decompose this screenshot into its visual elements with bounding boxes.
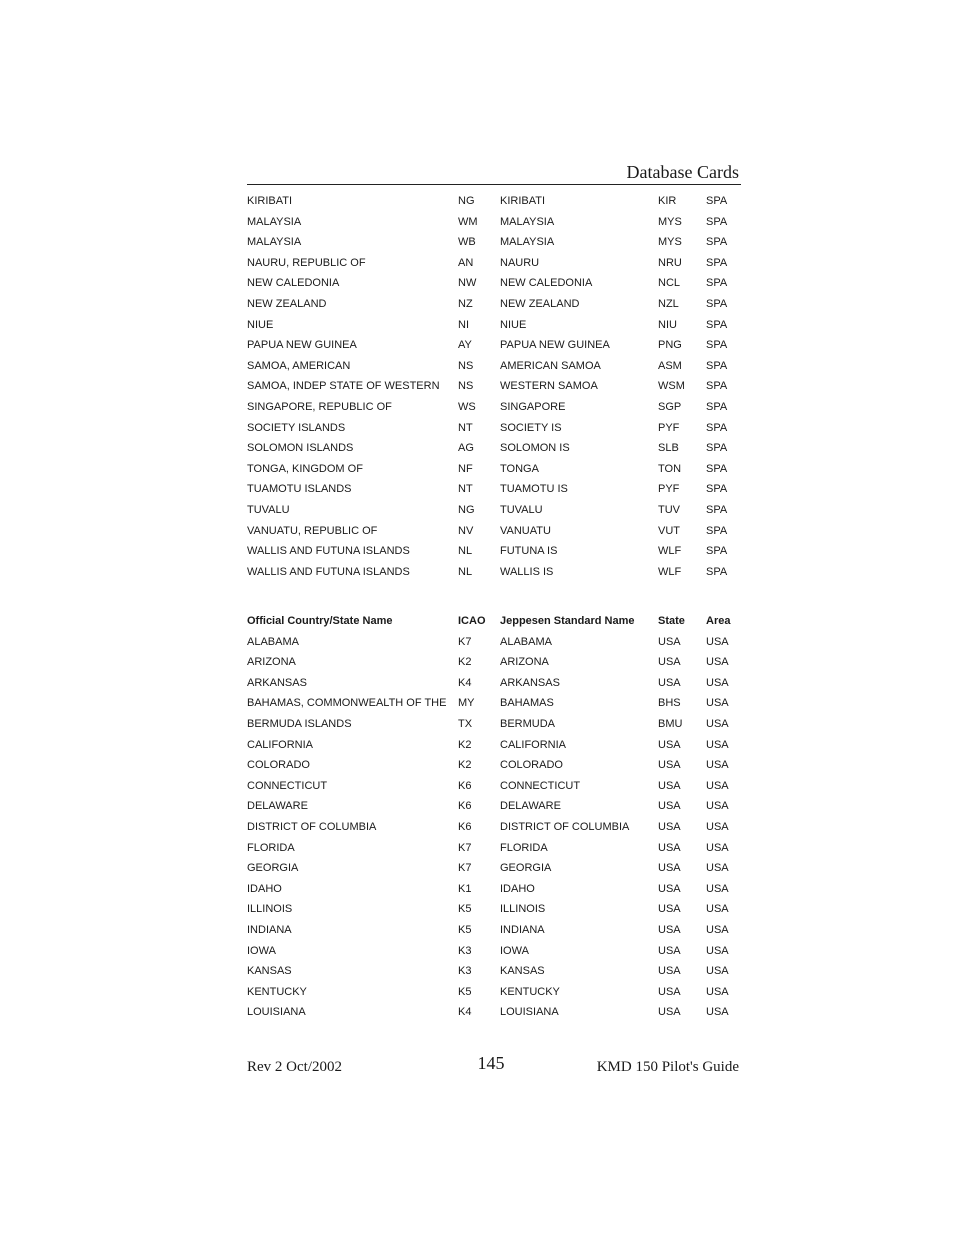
cell-area: SPA xyxy=(706,215,728,228)
cell-official-name: WALLIS AND FUTUNA ISLANDS xyxy=(247,565,410,578)
cell-area: SPA xyxy=(706,318,728,331)
cell-state: NIU xyxy=(658,318,677,331)
cell-icao: NG xyxy=(458,503,475,516)
cell-state: PNG xyxy=(658,339,682,352)
cell-area: USA xyxy=(706,841,729,854)
footer-guide-title: KMD 150 Pilot's Guide xyxy=(596,1059,739,1075)
cell-jeppesen-name: ARKANSAS xyxy=(500,676,560,689)
cell-state: USA xyxy=(658,635,681,648)
cell-icao: NS xyxy=(458,359,474,372)
cell-official-name: VANUATU, REPUBLIC OF xyxy=(247,524,378,537)
cell-area: USA xyxy=(706,882,729,895)
cell-icao: NT xyxy=(458,421,473,434)
cell-state: USA xyxy=(658,903,681,916)
cell-jeppesen-name: ALABAMA xyxy=(500,635,552,648)
cell-area: SPA xyxy=(706,339,728,352)
cell-jeppesen-name: MALAYSIA xyxy=(500,236,555,249)
cell-area: USA xyxy=(706,800,729,813)
table-row xyxy=(247,838,741,859)
cell-official-name: NIUE xyxy=(247,318,274,331)
cell-state: WSM xyxy=(658,380,685,393)
table-row xyxy=(247,673,741,694)
cell-jeppesen-name: NEW CALEDONIA xyxy=(500,277,593,290)
table-row xyxy=(247,982,741,1003)
cell-area: SPA xyxy=(706,442,728,455)
cell-official-name: ILLINOIS xyxy=(247,903,293,916)
cell-jeppesen-name: FLORIDA xyxy=(500,841,548,854)
cell-area: USA xyxy=(706,944,729,957)
cell-icao: AY xyxy=(458,339,472,352)
cell-official-name: SAMOA, AMERICAN xyxy=(247,359,351,372)
cell-state: ASM xyxy=(658,359,682,372)
cell-state: USA xyxy=(658,759,681,772)
table-row xyxy=(247,315,741,336)
cell-jeppesen-name: ARIZONA xyxy=(500,656,549,669)
cell-area: SPA xyxy=(706,483,728,496)
cell-official-name: PAPUA NEW GUINEA xyxy=(247,339,357,352)
cell-official-name: KANSAS xyxy=(247,965,292,978)
cell-official-name: KIRIBATI xyxy=(247,195,293,207)
cell-jeppesen-name: KANSAS xyxy=(500,965,545,978)
cell-state: NRU xyxy=(658,256,682,269)
table-row xyxy=(247,438,741,459)
cell-icao: NT xyxy=(458,483,473,496)
table-row xyxy=(247,191,741,212)
cell-state: USA xyxy=(658,944,681,957)
cell-jeppesen-name: SOCIETY IS xyxy=(500,421,562,434)
table-row xyxy=(247,212,741,233)
cell-state: USA xyxy=(658,676,681,689)
table-row xyxy=(247,479,741,500)
cell-jeppesen-name: KENTUCKY xyxy=(500,985,560,998)
table-row xyxy=(247,253,741,274)
cell-icao: NG xyxy=(458,195,475,207)
header-official-name: Official Country/State Name xyxy=(247,615,393,627)
cell-official-name: ARKANSAS xyxy=(247,676,307,689)
footer-revision: Rev 2 Oct/2002 xyxy=(247,1059,342,1075)
cell-icao: K6 xyxy=(458,779,472,792)
cell-official-name: TUAMOTU ISLANDS xyxy=(247,483,352,496)
cell-state: NZL xyxy=(658,297,679,310)
cell-jeppesen-name: SINGAPORE xyxy=(500,400,566,413)
page-title: Database Cards xyxy=(626,162,739,182)
table-row xyxy=(247,356,741,377)
cell-area: USA xyxy=(706,656,729,669)
cell-area: SPA xyxy=(706,195,728,207)
cell-icao: K6 xyxy=(458,800,472,813)
header-state: State xyxy=(658,615,685,627)
cell-jeppesen-name: LOUISIANA xyxy=(500,1006,559,1019)
cell-area: USA xyxy=(706,1006,729,1019)
cell-state: SLB xyxy=(658,442,679,455)
cell-icao: K6 xyxy=(458,820,472,833)
cell-jeppesen-name: TUAMOTU IS xyxy=(500,483,568,496)
cell-official-name: BERMUDA ISLANDS xyxy=(247,717,352,730)
cell-state: USA xyxy=(658,1006,681,1019)
cell-area: USA xyxy=(706,779,729,792)
cell-icao: K2 xyxy=(458,738,472,751)
table-row xyxy=(247,858,741,879)
cell-state: USA xyxy=(658,862,681,875)
cell-state: WLF xyxy=(658,565,682,578)
table-row xyxy=(247,693,741,714)
cell-state: PYF xyxy=(658,421,680,434)
header-rule xyxy=(247,184,741,185)
cell-jeppesen-name: GEORGIA xyxy=(500,862,552,875)
cell-jeppesen-name: NIUE xyxy=(500,318,527,331)
cell-official-name: DISTRICT OF COLUMBIA xyxy=(247,820,377,833)
table-row xyxy=(247,294,741,315)
cell-state: NCL xyxy=(658,277,681,290)
cell-area: USA xyxy=(706,923,729,936)
cell-state: USA xyxy=(658,738,681,751)
table-row xyxy=(247,418,741,439)
table-row xyxy=(247,500,741,521)
cell-icao: NL xyxy=(458,545,473,558)
table-row xyxy=(247,776,741,797)
cell-icao: K4 xyxy=(458,676,472,689)
cell-area: SPA xyxy=(706,545,728,558)
cell-icao: K7 xyxy=(458,635,472,648)
cell-area: USA xyxy=(706,965,729,978)
cell-jeppesen-name: CONNECTICUT xyxy=(500,779,581,792)
cell-jeppesen-name: INDIANA xyxy=(500,923,545,936)
table-row xyxy=(247,632,741,653)
cell-state: TON xyxy=(658,462,682,475)
cell-icao: K5 xyxy=(458,923,472,936)
cell-area: USA xyxy=(706,820,729,833)
cell-area: SPA xyxy=(706,462,728,475)
cell-jeppesen-name: NEW ZEALAND xyxy=(500,297,580,310)
cell-state: TUV xyxy=(658,503,680,516)
cell-area: SPA xyxy=(706,524,728,537)
cell-official-name: CONNECTICUT xyxy=(247,779,328,792)
cell-icao: NV xyxy=(458,524,474,537)
cell-official-name: NEW ZEALAND xyxy=(247,297,327,310)
cell-area: SPA xyxy=(706,297,728,310)
cell-state: SGP xyxy=(658,400,682,413)
cell-official-name: SOCIETY ISLANDS xyxy=(247,421,346,434)
table-row xyxy=(247,273,741,294)
cell-jeppesen-name: FUTUNA IS xyxy=(500,545,558,558)
cell-official-name: INDIANA xyxy=(247,923,292,936)
cell-icao: K5 xyxy=(458,985,472,998)
cell-state: USA xyxy=(658,656,681,669)
cell-area: USA xyxy=(706,862,729,875)
cell-icao: NW xyxy=(458,277,477,290)
cell-official-name: NEW CALEDONIA xyxy=(247,277,340,290)
table-row xyxy=(247,920,741,941)
cell-icao: WB xyxy=(458,236,476,249)
cell-icao: WS xyxy=(458,400,476,413)
cell-jeppesen-name: COLORADO xyxy=(500,759,563,772)
cell-area: USA xyxy=(706,697,729,710)
cell-icao: K7 xyxy=(458,862,472,875)
cell-area: SPA xyxy=(706,503,728,516)
table-row xyxy=(247,941,741,962)
cell-icao: K2 xyxy=(458,759,472,772)
cell-state: USA xyxy=(658,965,681,978)
cell-jeppesen-name: BAHAMAS xyxy=(500,697,554,710)
cell-jeppesen-name: VANUATU xyxy=(500,524,551,537)
table-row xyxy=(247,714,741,735)
cell-state: BHS xyxy=(658,697,681,710)
cell-jeppesen-name: ILLINOIS xyxy=(500,903,546,916)
cell-official-name: NAURU, REPUBLIC OF xyxy=(247,256,366,269)
cell-state: MYS xyxy=(658,215,682,228)
table-row xyxy=(247,735,741,756)
cell-jeppesen-name: IDAHO xyxy=(500,882,535,895)
cell-state: PYF xyxy=(658,483,680,496)
page-number: 145 xyxy=(477,1053,505,1073)
cell-official-name: SAMOA, INDEP STATE OF WESTERN xyxy=(247,380,440,393)
cell-area: USA xyxy=(706,985,729,998)
cell-area: USA xyxy=(706,635,729,648)
cell-icao: NI xyxy=(458,318,469,331)
cell-official-name: MALAYSIA xyxy=(247,215,302,228)
cell-official-name: CALIFORNIA xyxy=(247,738,314,751)
cell-jeppesen-name: KIRIBATI xyxy=(500,195,546,207)
cell-icao: K5 xyxy=(458,903,472,916)
cell-area: USA xyxy=(706,738,729,751)
table-row xyxy=(247,541,741,562)
cell-official-name: IDAHO xyxy=(247,882,282,895)
table-row xyxy=(247,879,741,900)
cell-jeppesen-name: SOLOMON IS xyxy=(500,442,570,455)
table-row xyxy=(247,961,741,982)
cell-jeppesen-name: WALLIS IS xyxy=(500,565,554,578)
table-row xyxy=(247,652,741,673)
cell-icao: AN xyxy=(458,256,474,269)
cell-icao: AG xyxy=(458,442,474,455)
cell-state: USA xyxy=(658,923,681,936)
cell-jeppesen-name: AMERICAN SAMOA xyxy=(500,359,601,372)
cell-state: USA xyxy=(658,985,681,998)
cell-official-name: LOUISIANA xyxy=(247,1006,306,1019)
cell-area: SPA xyxy=(706,380,728,393)
cell-area: USA xyxy=(706,717,729,730)
cell-state: KIR xyxy=(658,195,677,207)
cell-official-name: ALABAMA xyxy=(247,635,299,648)
table-row xyxy=(247,232,741,253)
table-row xyxy=(247,376,741,397)
cell-jeppesen-name: NAURU xyxy=(500,256,540,269)
cell-official-name: MALAYSIA xyxy=(247,236,302,249)
cell-area: SPA xyxy=(706,236,728,249)
country-table-bottom xyxy=(247,611,741,1023)
cell-area: SPA xyxy=(706,256,728,269)
table-row xyxy=(247,817,741,838)
cell-official-name: GEORGIA xyxy=(247,862,299,875)
table-row xyxy=(247,899,741,920)
cell-jeppesen-name: TONGA xyxy=(500,462,539,475)
table-row xyxy=(247,397,741,418)
cell-official-name: IOWA xyxy=(247,944,276,957)
cell-jeppesen-name: TUVALU xyxy=(500,503,543,516)
cell-official-name: ARIZONA xyxy=(247,656,296,669)
cell-area: SPA xyxy=(706,359,728,372)
cell-official-name: BAHAMAS, COMMONWEALTH OF THE xyxy=(247,697,447,710)
cell-area: USA xyxy=(706,759,729,772)
cell-official-name: WALLIS AND FUTUNA ISLANDS xyxy=(247,545,410,558)
cell-state: USA xyxy=(658,882,681,895)
cell-state: WLF xyxy=(658,545,682,558)
cell-official-name: TONGA, KINGDOM OF xyxy=(247,462,363,475)
cell-icao: K7 xyxy=(458,841,472,854)
cell-jeppesen-name: BERMUDA xyxy=(500,717,556,730)
cell-area: SPA xyxy=(706,421,728,434)
cell-icao: MY xyxy=(458,697,475,710)
cell-state: USA xyxy=(658,841,681,854)
cell-state: VUT xyxy=(658,524,680,537)
cell-jeppesen-name: IOWA xyxy=(500,944,529,957)
cell-icao: NF xyxy=(458,462,473,475)
table-row xyxy=(247,521,741,542)
cell-state: BMU xyxy=(658,717,683,730)
cell-icao: K3 xyxy=(458,965,472,978)
cell-icao: K2 xyxy=(458,656,472,669)
header-area: Area xyxy=(706,615,731,627)
cell-official-name: COLORADO xyxy=(247,759,310,772)
table-row xyxy=(247,755,741,776)
cell-jeppesen-name: DELAWARE xyxy=(500,800,561,813)
cell-state: USA xyxy=(658,800,681,813)
table-row xyxy=(247,796,741,817)
cell-area: SPA xyxy=(706,565,728,578)
table-row xyxy=(247,335,741,356)
cell-icao: K3 xyxy=(458,944,472,957)
cell-icao: TX xyxy=(458,717,473,730)
cell-official-name: SOLOMON ISLANDS xyxy=(247,442,354,455)
cell-state: MYS xyxy=(658,236,682,249)
table-row xyxy=(247,562,741,583)
table-row xyxy=(247,459,741,480)
cell-official-name: DELAWARE xyxy=(247,800,308,813)
cell-official-name: KENTUCKY xyxy=(247,985,307,998)
cell-jeppesen-name: DISTRICT OF COLUMBIA xyxy=(500,820,630,833)
cell-icao: K4 xyxy=(458,1006,472,1019)
cell-jeppesen-name: WESTERN SAMOA xyxy=(500,380,598,393)
cell-official-name: SINGAPORE, REPUBLIC OF xyxy=(247,400,392,413)
table-header-row xyxy=(247,611,741,632)
cell-icao: K1 xyxy=(458,882,472,895)
header-jeppesen-name: Jeppesen Standard Name xyxy=(500,615,635,627)
cell-official-name: FLORIDA xyxy=(247,841,295,854)
cell-jeppesen-name: PAPUA NEW GUINEA xyxy=(500,339,610,352)
cell-area: USA xyxy=(706,676,729,689)
cell-jeppesen-name: MALAYSIA xyxy=(500,215,555,228)
cell-icao: NS xyxy=(458,380,474,393)
cell-state: USA xyxy=(658,779,681,792)
table-row xyxy=(247,1002,741,1023)
cell-official-name: TUVALU xyxy=(247,503,290,516)
cell-jeppesen-name: CALIFORNIA xyxy=(500,738,567,751)
header-icao: ICAO xyxy=(458,615,486,627)
cell-icao: NZ xyxy=(458,297,473,310)
country-table-top xyxy=(247,191,741,582)
cell-area: SPA xyxy=(706,277,728,290)
cell-icao: NL xyxy=(458,565,473,578)
cell-area: USA xyxy=(706,903,729,916)
cell-state: USA xyxy=(658,820,681,833)
cell-icao: WM xyxy=(458,215,478,228)
cell-area: SPA xyxy=(706,400,728,413)
